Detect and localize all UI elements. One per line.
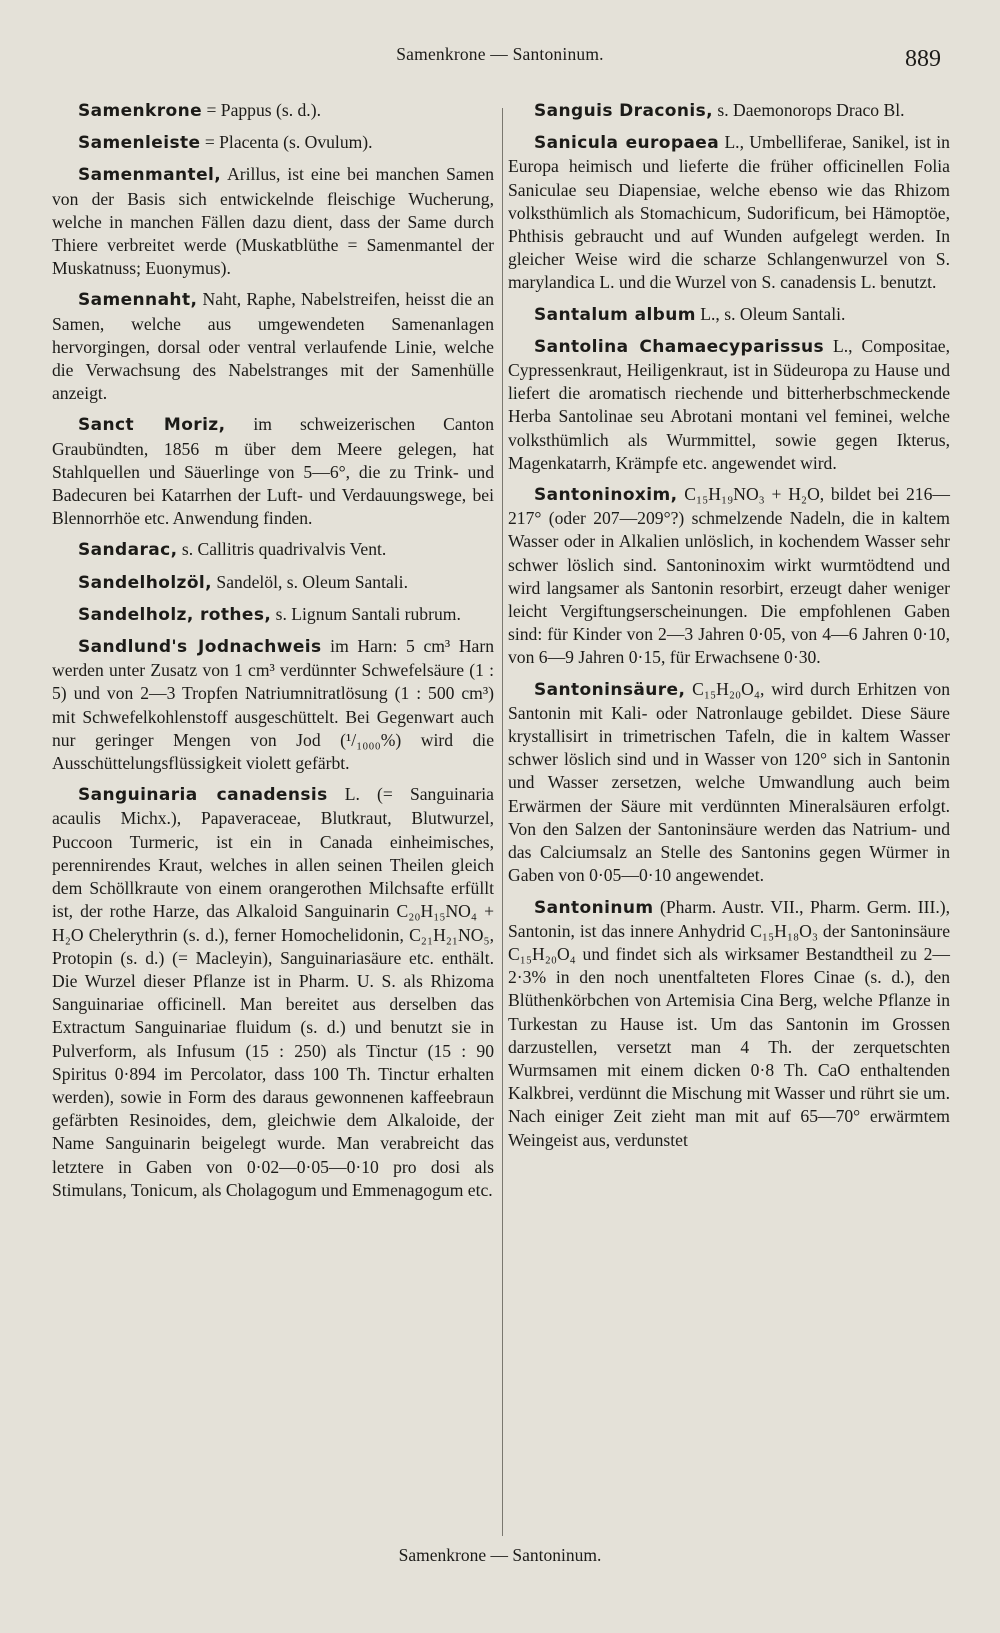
entry xyxy=(508,678,950,888)
entry xyxy=(52,571,494,595)
entry xyxy=(508,483,950,670)
entry xyxy=(52,413,494,530)
entry xyxy=(52,783,494,1202)
entry-headword: Sanguis Draconis, xyxy=(534,101,713,121)
entry-headword: Sandelholzöl, xyxy=(78,572,213,593)
entry-headword: Santoninum xyxy=(534,897,654,918)
entry-headword: Samenmantel, xyxy=(78,165,222,186)
entry xyxy=(52,603,494,627)
entry-headword: Santoninoxim, xyxy=(534,485,678,506)
entry xyxy=(508,303,950,327)
entry xyxy=(52,99,494,123)
column-divider xyxy=(502,108,503,1536)
entry xyxy=(508,99,950,123)
entry-text: L., Umbelliferae, Sanikel, ist in Europa heimisch und lieferte die früher officinellen Folia Saniculae seu Diapensiae, welche ebenso wie das Rhizom volksthümlich als Stomachicum, Sudorificum, bei Hämoptöe, Phthisis gebraucht und auf Wunden aufgelegt werden. In gleicher Weise wird die scharze Schlangenwurzel von S. marylandica L. und die Wurzel von S. canadensis L. benutzt. xyxy=(508,132,950,293)
entry-headword: Sanguinaria canadensis xyxy=(78,785,328,806)
entry-headword: Santolina Chamaecyparissus xyxy=(534,336,825,357)
entry-text: = Placenta (s. Ovulum). xyxy=(200,132,373,153)
running-head: Samenkrone — Santoninum. xyxy=(396,44,604,64)
entry xyxy=(508,131,950,294)
entry-text: im schweizerischen Canton Graubündten, 1856 m über dem Meere gelegen, hat Stahlquellen und Säuerlinge von 5—6°, die zu Trink- und Badecuren bei Katarrhen der Luft- und Verdauungswege, bei Blennorrhöe etc. Anwendung finden. xyxy=(52,414,495,529)
right-column xyxy=(508,99,950,1160)
entry-text: L., Compositae, Cypressenkraut, Heiligenkraut, ist in Südeuropa zu Hause und liefert die aromatisch riechende und bitterherbschmeckende Herba Santolinae seu Abrotani montani vel feminei, welche volksthümlich als Wurmmittel, sowie gegen Ikterus, Magenkatarrh, Krämpfe etc. angewendet wird. xyxy=(508,335,951,473)
entry-text: im Harn: 5 cm³ Harn werden unter Zusatz von 1 cm³ verdünnter Schwefelsäure (1 : 5) und von 2—3 Tropfen Natriumnitratlösung (1 : 500 cm³) mit Schwefelkohlenstoff ausgeschüttelt. Bei Gegenwart auch nur geringer Mengen von Jod (¹/₁₀₀₀%) wird die Ausschüttelungsflüssigkeit violett gefärbt. xyxy=(52,636,494,774)
left-column xyxy=(52,99,494,1210)
entry-headword: Sandelholz, rothes, xyxy=(78,604,272,625)
entry-headword: Sanct Moriz, xyxy=(78,415,226,436)
entry xyxy=(52,635,494,775)
entry-text: L., s. Oleum Santali. xyxy=(695,303,846,324)
page-number: 889 xyxy=(905,46,941,72)
entry-headword: Samenleiste xyxy=(78,133,201,154)
entry-text: C₁₅H₂₀O₄, wird durch Erhitzen von Santonin mit Kali- oder Natronlauge gebildet. Diese Säure krystallisirt in trimetrischen Tafeln, die in kaltem Wasser schwer löslich sind und in Wasser von 120° sich in Santonin und Wasser zersetzen, welche Umwandlung auch beim Erwärmen der Säure mit verdünnten Mineralsäuren erfolgt. Von den Salzen der Santoninsäure werden das Natrium- und das Calciumsalz an Stelle des Santonins gegen Würmer in Gaben von 0·05—0·10 angewendet. xyxy=(508,678,950,886)
entry-headword: Sanicula europaea xyxy=(534,133,720,154)
entry-headword: Santalum album xyxy=(534,304,696,325)
entry-headword: Samennaht, xyxy=(78,290,198,311)
running-foot: Samenkrone — Santoninum. xyxy=(398,1545,602,1565)
entry xyxy=(52,288,494,405)
entry xyxy=(508,335,950,475)
entry-text: Arillus, ist eine bei manchen Samen von der Basis sich entwickelnde fleischige Wucherung, welche in manchen Fällen dazu dient, dass der Same durch Thiere verbreitet werde (Muskatblüthe = Samenmantel der Muskatnuss; Euonymus). xyxy=(52,164,494,279)
entry-text: Naht, Raphe, Nabelstreifen, heisst die an Samen, welche aus umgewendeten Samenanlagen hervorgingen, dorsal oder ventral verlaufende Linie, welche die Verwachsung des Nabelstranges mit der Samenhülle anzeigt. xyxy=(52,289,494,404)
entry-text: = Pappus (s. d.). xyxy=(202,100,321,120)
entry-text: L. (= Sanguinaria acaulis Michx.), Papaveraceae, Blutkraut, Blutwurzel, Puccoon Turmeric, ist ein in Canada einheimisches, perennirendes Kraut, welches in allen seinen Theilen gleich dem Schöllkraute von einem orangerothen Milchsafte erfüllt ist, der rothe Harze, das Alkaloid Sanguinarin C₂₀H₁₅NO₄ + H₂O Chelerythrin (s. d.), ferner Homochelidonin, C₂₁H₂₁NO₅, Protopin (s. d.) (= Macleyin), Sanguinariasäure etc. enthält. Die Wurzel dieser Pflanze ist in Pharm. U. S. als Rhizoma Sanguinariae officinell. Man bereitet aus derselben das Extractum Sanguinariae fluidum (s. d.) und benutzt sie in Pulverform, als Infusum (15 : 250) als Tinctur (15 : 90 Spiritus 0·894 im Percolator, dass 100 Th. Tinctur erhalten werden), sowie in Form des daraus gewonnenen kaffeebraun gefärbten Resinoides, dem, gleichwie dem Alkaloide, der Name Sanguinarin beigelegt wurde. Man verabreicht das letztere in Gaben von 0·02—0·05—0·10 pro dosi als Stimulans, Tonicum, als Cholagogum und Emmenagogum etc. xyxy=(52,784,494,1200)
entry-headword: Sandlund's Jodnachweis xyxy=(78,637,322,658)
entry-headword: Sandarac, xyxy=(78,540,178,561)
entry-text: Sandelöl, s. Oleum Santali. xyxy=(212,571,408,592)
entry xyxy=(52,131,494,155)
entry xyxy=(508,896,950,1152)
entry-text: s. Daemonorops Draco Bl. xyxy=(712,100,905,120)
entry-text: s. Callitris quadrivalvis Vent. xyxy=(177,539,387,560)
entry xyxy=(52,538,494,562)
entry-text: (Pharm. Austr. VII., Pharm. Germ. III.), Santonin, ist das innere Anhydrid C₁₅H₁₈O₃ der Santoninsäure C₁₅H₂₀O₄ und findet sich als wirksamer Bestandtheil zu 2—2·3% in den noch unentfalteten Flores Cinae (s. d.), den Blüthenkörbchen von Artemisia Cina Berg, welche Pflanze in Turkestan zu Hause ist. Um das Santonin im Grossen darzustellen, versetzt man 4 Th. der zerquetschten Wurmsamen mit einem dicken 0·8 Th. CaO enthaltenden Kalkbrei, verdünnt die Mischung mit Wasser und rührt sie um. Nach einiger Zeit zieht man mit auf 65—70° erwärmtem Weingeist aus, verdunstet xyxy=(508,896,950,1150)
entry-text: C₁₅H₁₉NO₃ + H₂O, bildet bei 216—217° (oder 207—209°?) schmelzende Nadeln, die in kaltem Wasser oder in Alkalien unlöslich, in kochendem Wasser sehr schwer löslich sind. Santoninoxim wirkt wurmtödtend und wird langsamer als Santonin resorbirt, erzeugt daher weniger leicht Vergiftungserscheinungen. Die empfohlenen Gaben sind: für Kinder von 2—3 Jahren 0·05, von 4—6 Jahren 0·10, von 6—9 Jahren 0·15, für Erwachsene 0·30. xyxy=(508,484,950,668)
entry-headword: Samenkrone xyxy=(78,101,203,121)
entry-headword: Santoninsäure, xyxy=(534,679,686,700)
entry-text: s. Lignum Santali rubrum. xyxy=(271,603,461,624)
entry xyxy=(52,163,494,280)
